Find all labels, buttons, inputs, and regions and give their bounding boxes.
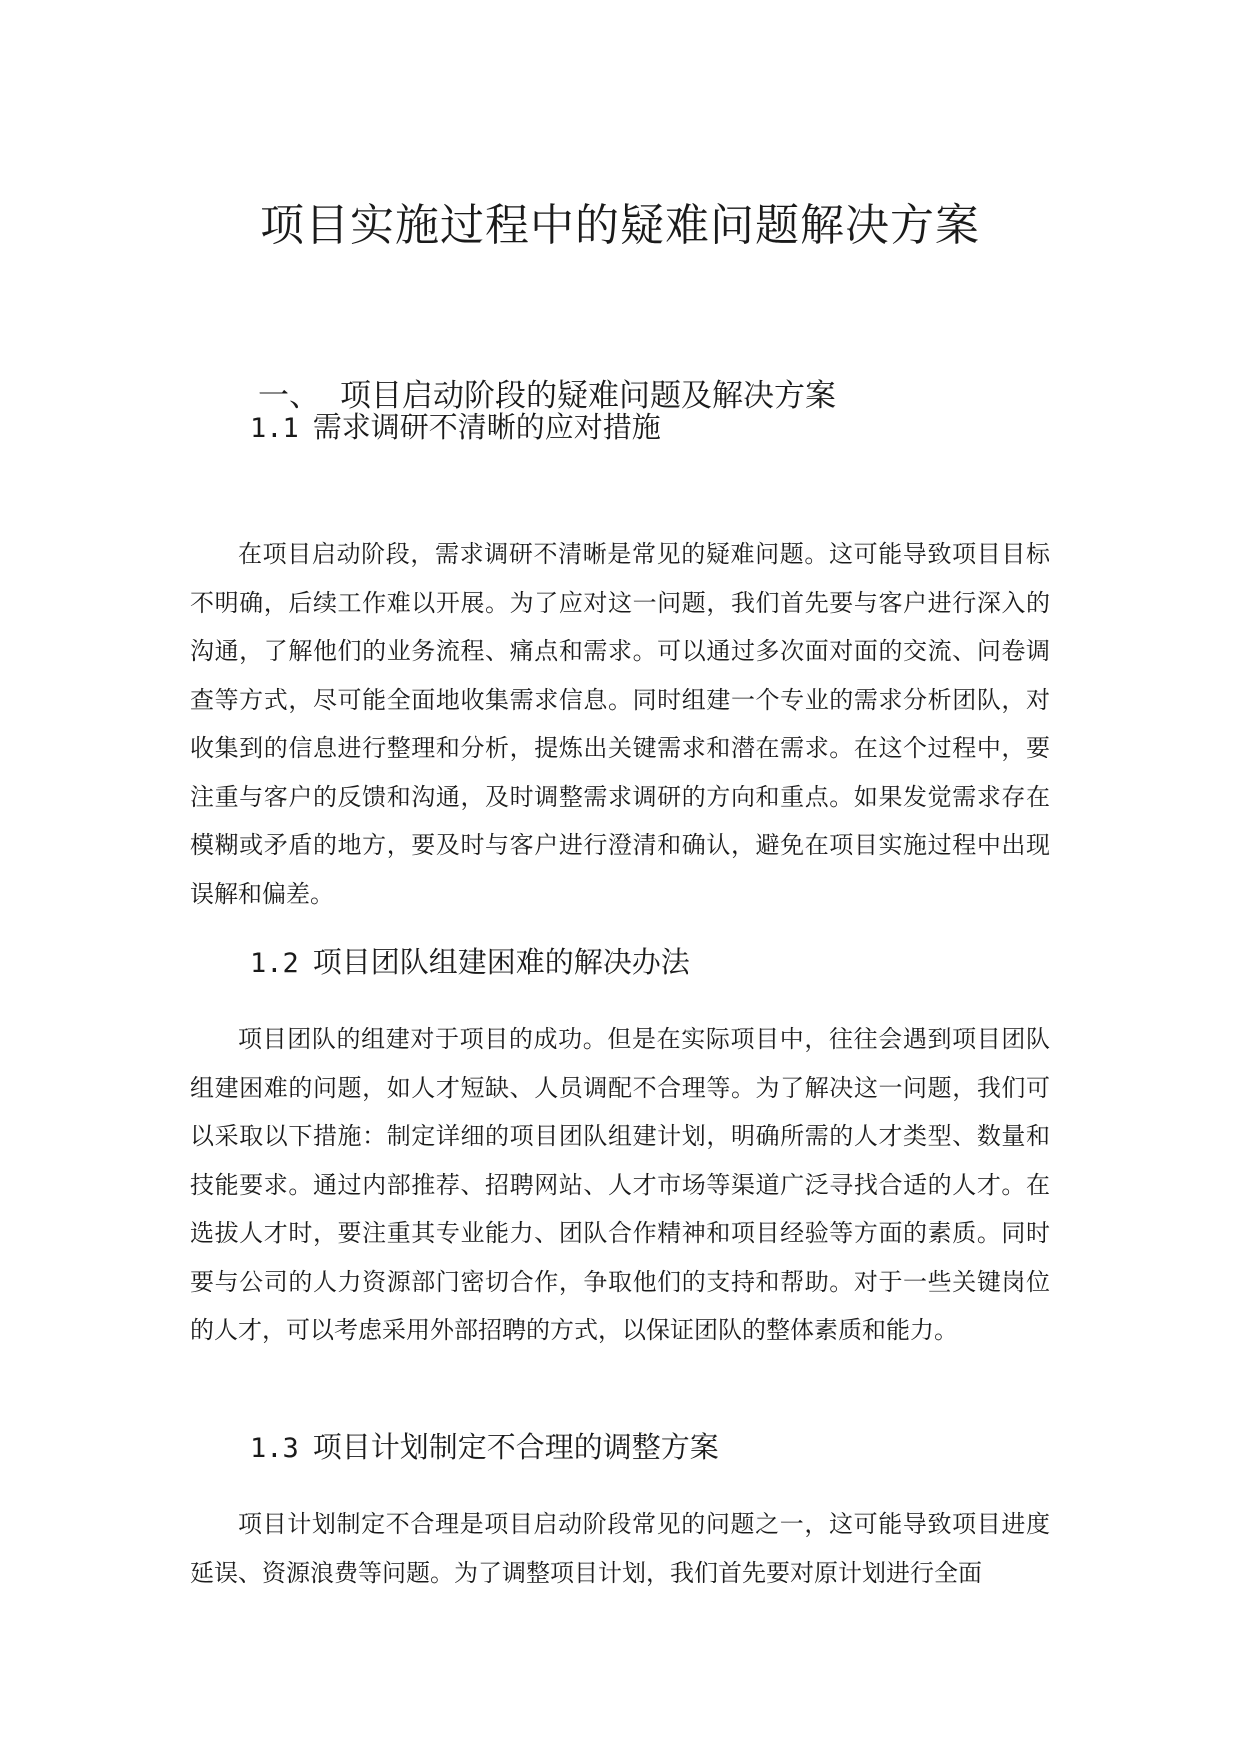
subsection-number: 1.3 bbox=[250, 1433, 299, 1464]
subsection-number: 1.1 bbox=[250, 413, 299, 444]
section-number: 一、 bbox=[258, 378, 320, 414]
subsection-title: 项目计划制定不合理的调整方案 bbox=[312, 1430, 719, 1464]
subsection-heading-1-3 bbox=[250, 1425, 719, 1471]
subsection-heading-1-1 bbox=[250, 405, 661, 451]
subsection-number: 1.2 bbox=[250, 948, 299, 979]
section-title: 项目启动阶段的疑难问题及解决方案 bbox=[340, 378, 836, 414]
paragraph-1-2: 项目团队的组建对于项目的成功。但是在实际项目中，往往会遇到项目团队组建困难的问题，如人才短缺、人员调配不合理等。为了解决这一问题，我们可以采取以下措施：制定详细的项目团队组建计划，明确所需的人才类型、数量和技能要求。通过内部推荐、招聘网站、人才市场等渠道广泛寻找合适的人才。在选拔人才时，要注重其专业能力、团队合作精神和项目经验等方面的素质。同时要与公司的人力资源部门密切合作，争取他们的支持和帮助。对于一些关键岗位的人才，可以考虑采用外部招聘的方式，以保证团队的整体素质和能力。 bbox=[190, 1025, 1050, 1344]
subsection-title: 项目团队组建困难的解决办法 bbox=[312, 945, 690, 979]
paragraph-1-1: 在项目启动阶段，需求调研不清晰是常见的疑难问题。这可能导致项目目标不明确，后续工作难以开展。为了应对这一问题，我们首先要与客户进行深入的沟通，了解他们的业务流程、痛点和需求。可以通过多次面对面的交流、问卷调查等方式，尽可能全面地收集需求信息。同时组建一个专业的需求分析团队，对收集到的信息进行整理和分析，提炼出关键需求和潜在需求。在这个过程中，要注重与客户的反馈和沟通，及时调整需求调研的方向和重点。如果发觉需求存在模糊或矛盾的地方，要及时与客户进行澄清和确认，避免在项目实施过程中出现误解和偏差。 bbox=[190, 540, 1050, 908]
paragraph-1-3: 项目计划制定不合理是项目启动阶段常见的问题之一，这可能导致项目进度延误、资源浪费等问题。为了调整项目计划，我们首先要对原计划进行全面 bbox=[190, 1510, 1050, 1587]
subsection-title: 需求调研不清晰的应对措施 bbox=[312, 410, 661, 444]
subsection-heading-1-2 bbox=[250, 940, 690, 986]
document-title: 项目实施过程中的疑难问题解决方案 bbox=[260, 200, 980, 251]
